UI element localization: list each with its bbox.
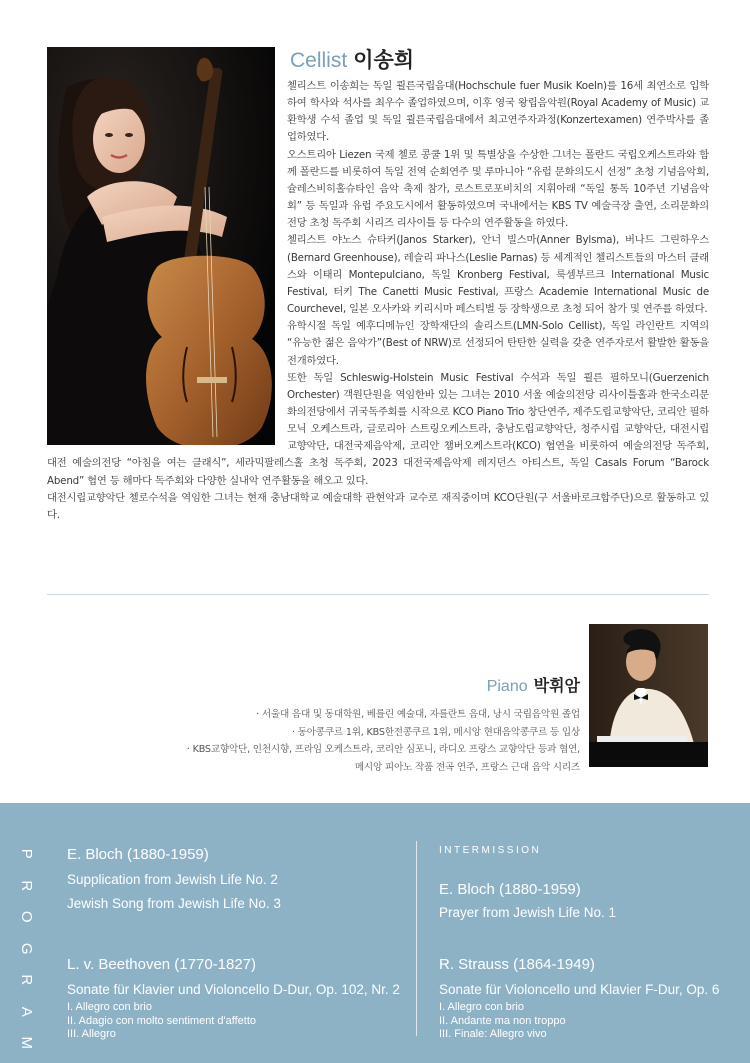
work-title: Sonate für Violoncello und Klavier F-Dur, Op. 6 (439, 982, 720, 997)
work-title: Jewish Song from Jewish Life No. 3 (67, 896, 281, 911)
bio-paragraph: 오스트리아 Liezen 국제 첼로 콩쿨 1위 및 특별상을 수상한 그녀는 폴란드 국립오케스트라와 함께 폴란드를 비롯하여 독일 전역 순회연주 및 루마니아 “유럽 문화의도시 선정” 초청 기념음악회, 슐레스비히홀슈타인 음악 축제 참가, 로스트로포비치의 지휘아래 “독일 통독 10주년 기념음악회” 등 독일과 유럽 주요도시에서 활동하였으며 국내에서는 KBS TV 예술극장 출연, 소리문화의전당 초청 독주회 시리즈 리사이틀 등 다수의 연주활동을 하였다. (287, 148, 709, 230)
movement: II. Andante ma non troppo (439, 1014, 566, 1027)
list-item: 메시앙 피아노 작품 전곡 연주, 프랑스 근대 음악 시리즈 (354, 761, 580, 773)
program-piece (439, 880, 616, 924)
pianist-heading (487, 673, 580, 696)
program-piece (67, 955, 400, 1042)
movement: II. Adagio con molto sentiment d'affetto (67, 1014, 257, 1027)
composer: E. Bloch (1880-1959) (67, 846, 209, 863)
cellist-name: 이송희 (353, 48, 415, 72)
program-letter: M (17, 1036, 35, 1049)
movement: I. Allegro con brio (67, 1001, 152, 1013)
program-letter: A (17, 1006, 35, 1017)
work-title: Supplication from Jewish Life No. 2 (67, 872, 278, 887)
movement: I. Allegro con brio (439, 1001, 524, 1013)
bio-paragraph: 또한 독일 Schleswig-Holstein Music Festival 수석과 독일 쾰른 필하모니(Guerzenich Orchester) 객원단원을 역임한바 있는 그녀는 2010 서울 예술의전당 리사이틀홀과 한국소리문화의전당에서 귀국독주회를 시작으로 KCO Piano Trio 창단연주, 제주도립교향악단, 코리안 필하모닉 오케스트라, 글로리아 스트링오케스트라, 충남도립교향악단, 청주시립 교향악단, 대전시립교향악단, 대전국제음악제, 코리안 챔버오케스트라(KCO) 협연을 비롯하여 예술의전당 독주회, 대전 예술의전당 “아침을 여는 클래식”, 세라믹팔레스홀 초청 독주회, 2023 대전국제음악제 레지던스 아티스트, 독일 Casals Forum “Barock Abend” 협연 등 해마다 독주회와 다양한 실내악 연주활동을 해오고 있다. (47, 371, 709, 487)
program-piece (439, 955, 719, 1042)
program-column-divider (416, 841, 417, 1036)
intermission-label: INTERMISSION (439, 845, 542, 856)
list-item: · KBS교향악단, 인천시향, 프라임 오케스트라, 코리안 심포니, 라디오 프랑스 교향악단 등과 협연, (186, 744, 580, 755)
movement: III. Finale: Allegro vivo (439, 1028, 547, 1040)
program-letter: P (17, 848, 35, 859)
work-title: Sonate für Klavier und Violoncello D-Dur, Op. 102, Nr. 2 (67, 982, 400, 997)
bio-paragraph: 대전시립교향악단 첼로수석을 역임한 그녀는 현재 충남대학교 예술대학 관현악과 교수로 재직중이며 KCO단원(구 서울바로크합주단)으로 활동하고 있다. (47, 491, 709, 521)
bio-paragraph: 유학시절 독일 예후디메뉴인 장학재단의 솔리스트(LMN-Solo Cellist), 독일 라인란트 지역의 “유능한 젊은 음악가”(Best of NRW)로 선정되어 탄탄한 실력을 갖춘 연주자로서 활발한 활동을 전개하였다. (287, 320, 709, 367)
work-title: Prayer from Jewish Life No. 1 (439, 905, 617, 920)
cellist-bio (47, 78, 709, 524)
program-letter: R (17, 974, 35, 986)
program-letter: R (17, 879, 35, 891)
pianist-role: Piano (486, 678, 528, 695)
program-letter: O (17, 910, 35, 923)
movement: III. Allegro (67, 1028, 116, 1040)
program-letter: G (17, 942, 35, 955)
list-item: · 동아콩쿠르 1위, KBS한전콩쿠르 1위, 메시앙 현대음악콩쿠르 등 입상 (291, 726, 580, 738)
bio-paragraph: 첼리스트 야노스 슈타커(Janos Starker), 안너 빌스마(Anner Bylsma), 버나드 그린하우스(Bernard Greenhouse), 레슬리 파나스(Leslie Parnas) 등 세계적인 첼리스트들의 마스터 클래스와 이태리 Montepulciano, 독일 Kronberg Festival, 룩셈부르크 International Music Festival, 터키 The Canetti Music Festival, 프랑스 Academie International Music de Courchevel, 일본 오사카와 키리시마 페스티벌 등 장학생으로 초청 되어 참가 및 연주를 하였다. (287, 234, 709, 316)
section-divider (47, 594, 709, 595)
pianist-photo (589, 624, 708, 767)
pianist-name: 박휘암 (533, 676, 580, 695)
bio-paragraph: 첼리스트 이송희는 독일 쾰른국립음대(Hochschule fuer Musik Koeln)를 16세 최연소로 입학하여 학사와 석사를 최우수 졸업하였으며, 이후 영국 왕립음악원(Royal Academy of Music) 교환학생 수석 졸업 및 독일 쾰른국립음대에서 최고연주자과정(Konzertexamen) 연주박사를 졸업하였다. (287, 80, 709, 144)
pianist-bio-list (160, 706, 580, 776)
composer: E. Bloch (1880-1959) (439, 881, 581, 898)
list-item: · 서울대 음대 및 동대학원, 베를린 예술대, 자를란트 음대, 낭시 국립음악원 졸업 (256, 709, 580, 720)
cellist-heading (290, 44, 414, 74)
composer: L. v. Beethoven (1770-1827) (67, 956, 257, 973)
cellist-role: Cellist (290, 49, 348, 72)
program-section (0, 803, 750, 1063)
program-piece (67, 845, 281, 915)
composer: R. Strauss (1864-1949) (439, 956, 595, 973)
program-vertical-label (19, 838, 33, 1059)
